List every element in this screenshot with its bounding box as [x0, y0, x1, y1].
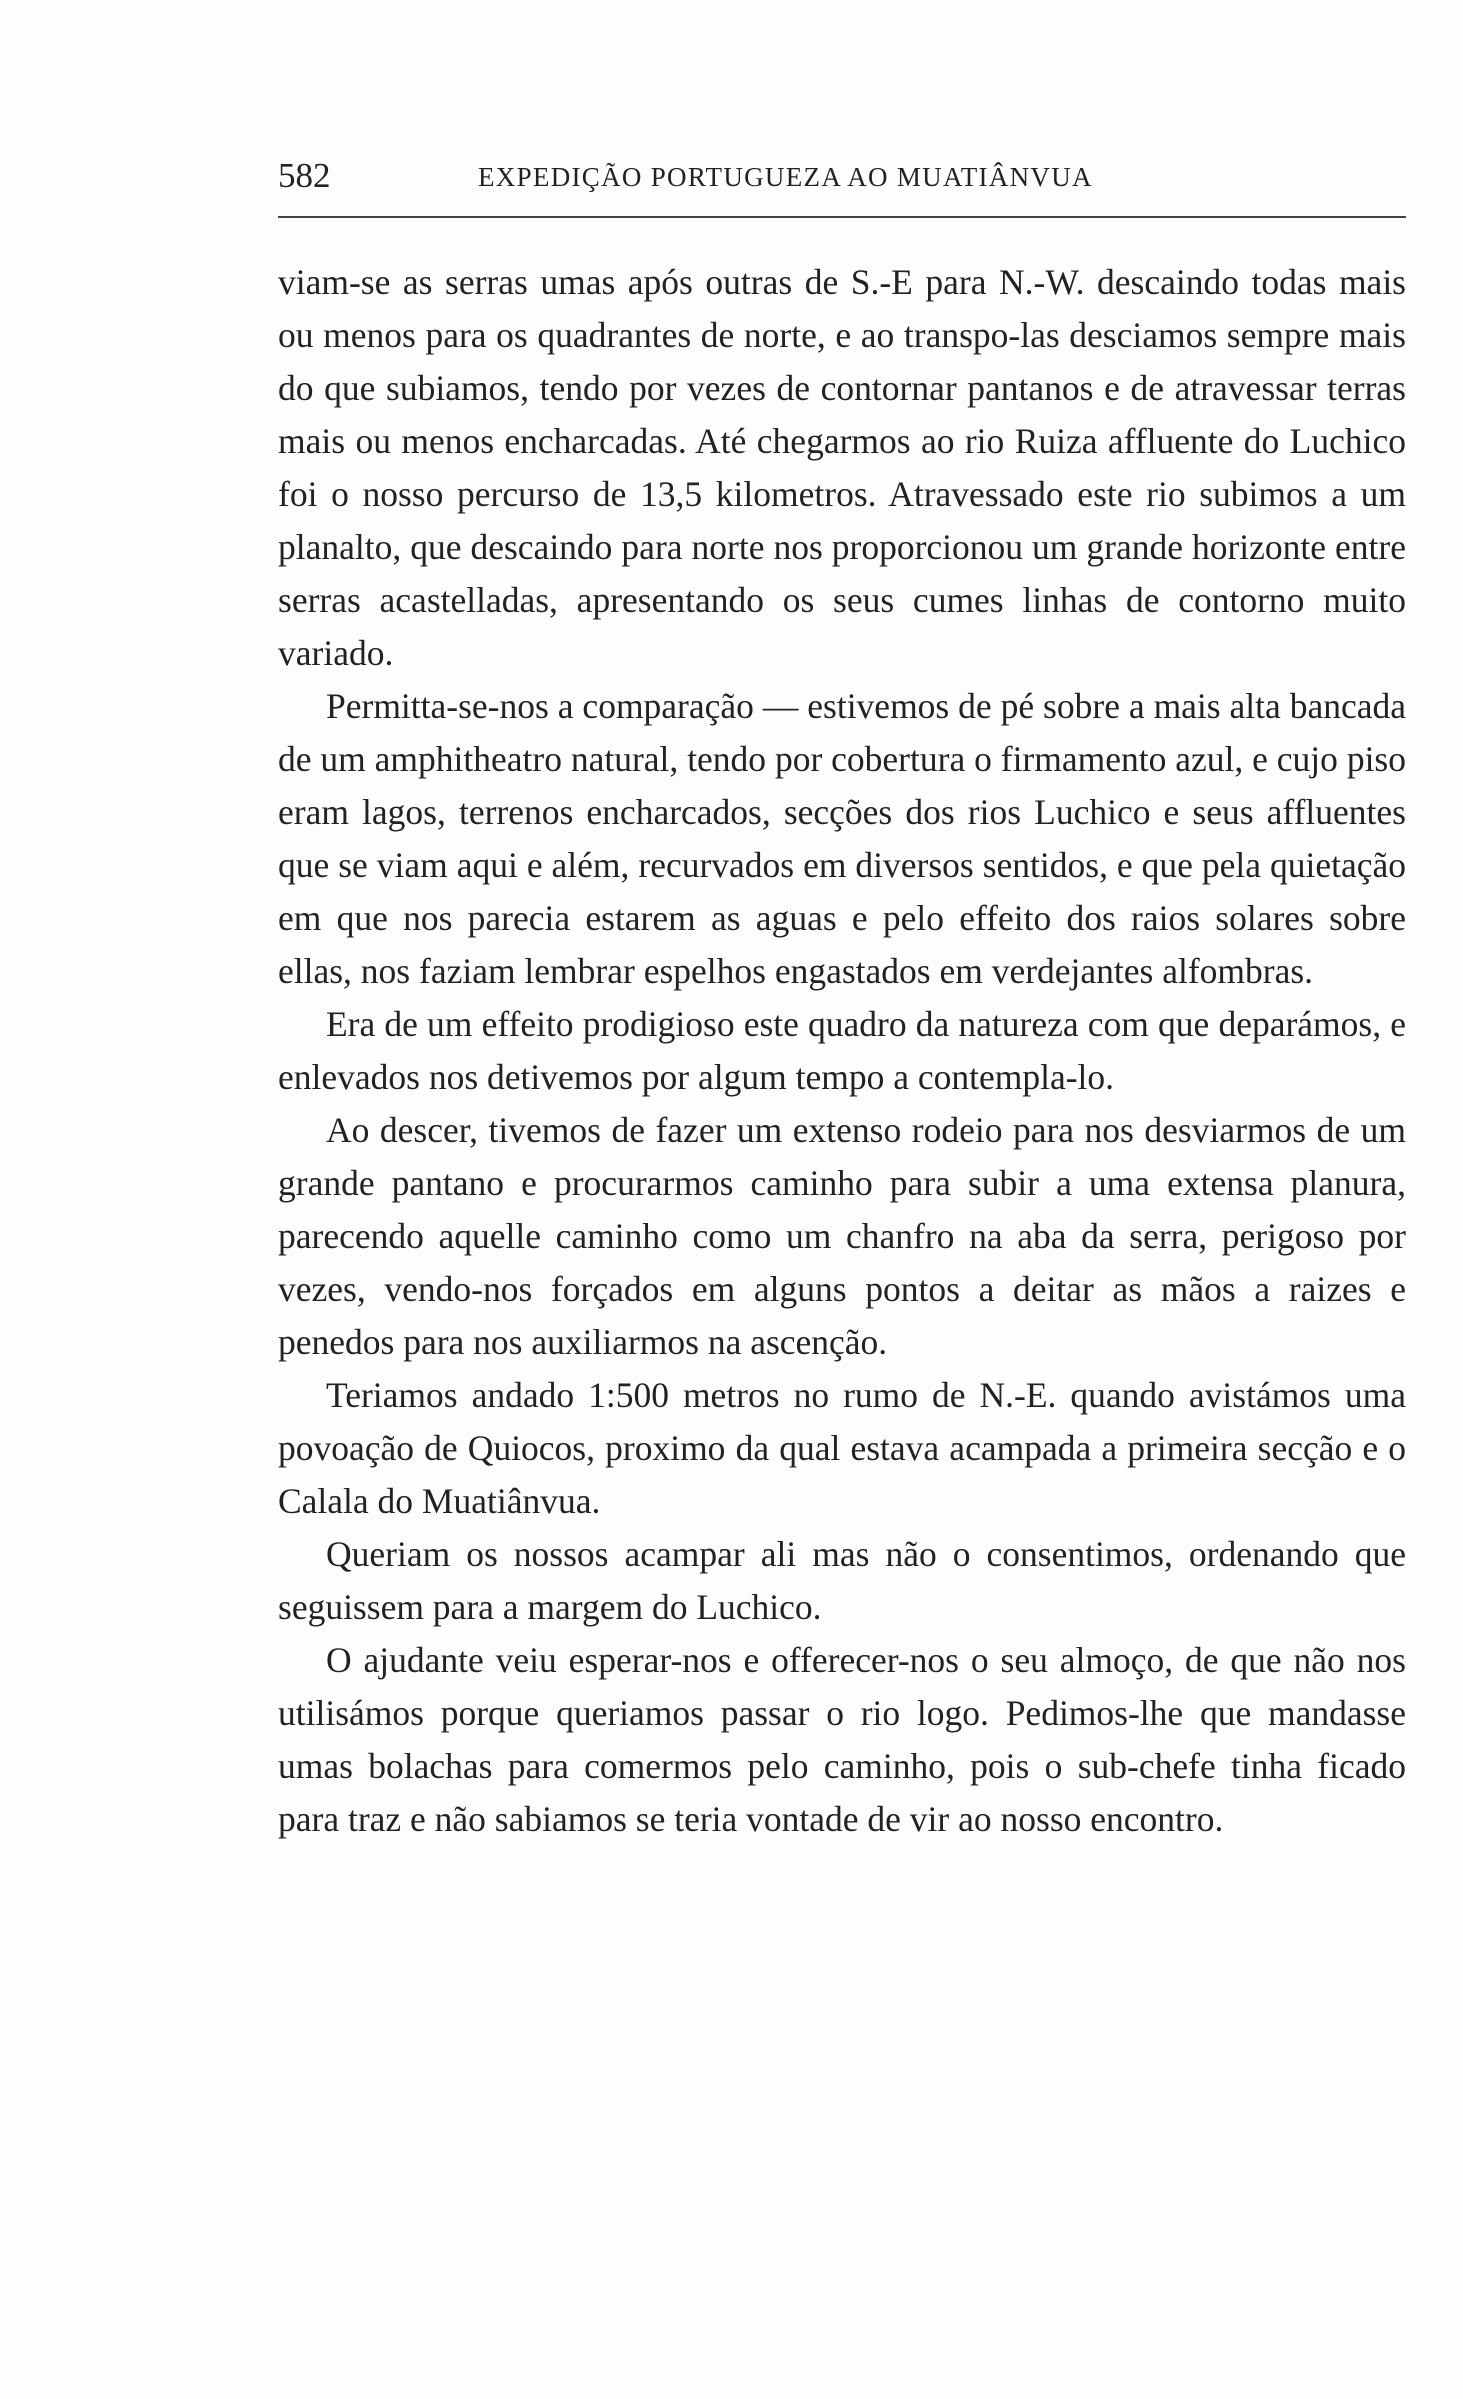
header-rule: [278, 216, 1406, 218]
page-number: 582: [278, 156, 331, 195]
paragraph: viam-se as serras umas após outras de S.-E para N.-W. descaindo todas mais ou menos para os quadrantes de norte, e ao transpo-las desciamos sempre mais do que subiamos, tendo por vezes de contornar pantanos e de atravessar terras mais ou menos encharcadas. Até chegarmos ao rio Ruiza affluente do Luchico foi o nosso percurso de 13,5 kilometros. Atravessado este rio subimos a um planalto, que descaindo para norte nos proporcionou um grande horizonte entre serras acastelladas, apresentando os seus cumes linhas de contorno muito variado.: [278, 262, 1406, 673]
paragraph: Ao descer, tivemos de fazer um extenso rodeio para nos desviarmos de um grande pantano e procurarmos caminho para subir a uma extensa planura, parecendo aquelle caminho como um chanfro na aba da serra, perigoso por vezes, vendo-nos forçados em alguns pontos a deitar as mãos a raizes e penedos para nos auxiliarmos na ascenção.: [278, 1110, 1406, 1362]
paragraph: Era de um effeito prodigioso este quadro da natureza com que deparámos, e enlevados nos detivemos por algum tempo a contempla-lo.: [278, 1004, 1406, 1097]
body-text: [278, 256, 1406, 1846]
running-title: EXPEDIÇÃO PORTUGUEZA AO MUATIÂNVUA: [478, 162, 1093, 192]
page-header: [278, 148, 1406, 204]
paragraph: O ajudante veiu esperar-nos e offerecer-nos o seu almoço, de que não nos utilisámos porque queriamos passar o rio logo. Pedimos-lhe que mandasse umas bolachas para comermos pelo caminho, pois o sub-chefe tinha ficado para traz e não sabiamos se teria vontade de vir ao nosso encontro.: [278, 1640, 1406, 1839]
paragraph: Teriamos andado 1:500 metros no rumo de N.-E. quando avistámos uma povoação de Quiocos, proximo da qual estava acampada a primeira secção e o Calala do Muatiânvua.: [278, 1375, 1406, 1521]
paragraph: Queriam os nossos acampar ali mas não o consentimos, ordenando que seguissem para a margem do Luchico.: [278, 1534, 1406, 1627]
paragraph: Permitta-se-nos a comparação — estivemos de pé sobre a mais alta bancada de um amphitheatro natural, tendo por cobertura o firmamento azul, e cujo piso eram lagos, terrenos encharcados, secções dos rios Luchico e seus affluentes que se viam aqui e além, recurvados em diversos sentidos, e que pela quietação em que nos parecia estarem as aguas e pelo effeito dos raios solares sobre ellas, nos faziam lembrar espelhos engastados em verdejantes alfombras.: [278, 686, 1406, 991]
